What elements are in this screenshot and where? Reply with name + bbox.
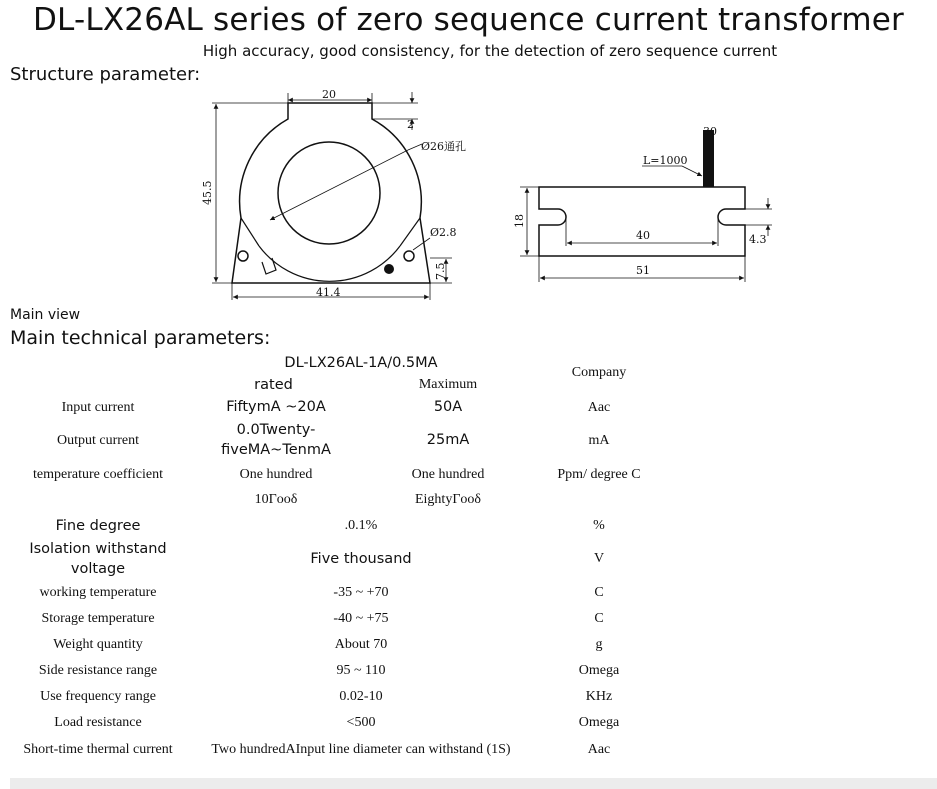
param-value: -40 ~ +75 — [333, 611, 389, 626]
dim-lead-mark: 30 — [703, 125, 717, 138]
param-value: -35 ~ +70 — [333, 585, 389, 600]
param-unit: Aac — [587, 742, 611, 757]
key-tab — [262, 258, 276, 274]
param-name-line1: Isolation withstand — [29, 541, 167, 557]
param-unit: mA — [588, 433, 610, 448]
dimension-drawing — [0, 0, 937, 310]
through-hole — [278, 142, 380, 244]
param-unit: C — [594, 585, 604, 600]
mount-hole-left — [238, 251, 248, 261]
rated-header: rated — [254, 377, 293, 393]
dim-mount-hole: Ø2.8 — [430, 226, 457, 239]
mount-hole-right — [404, 251, 414, 261]
side-view — [539, 187, 745, 256]
param-name: working temperature — [39, 585, 157, 600]
param-name: temperature coefficient — [33, 467, 163, 482]
dim-foot-height: 7.5 — [434, 262, 447, 280]
param-value: About 70 — [334, 637, 388, 652]
param-maximum: 25mA — [426, 432, 470, 448]
dim-hole-diameter: Ø26通孔 — [421, 140, 467, 153]
param-rated: FiftymA ~20A — [226, 399, 326, 415]
param-unit: g — [595, 637, 603, 652]
technical-heading: Main technical parameters: — [10, 327, 271, 349]
param-rated-line2: fiveMA~TenmA — [221, 442, 331, 458]
param-value: 0.02-10 — [339, 689, 383, 704]
param-maximum: 50A — [433, 399, 463, 415]
dim-length: 51 — [636, 264, 650, 277]
param-unit: Omega — [578, 663, 620, 678]
param-unit: Omega — [578, 715, 620, 730]
param-maximum: EightyΓooδ — [414, 492, 482, 507]
dim-side-height: 18 — [513, 214, 526, 228]
dim-lead-length: L=1000 — [643, 154, 688, 167]
housing-outline — [232, 103, 430, 283]
lead-wire — [703, 130, 714, 187]
side-body — [539, 187, 745, 256]
param-name: Storage temperature — [41, 611, 155, 626]
param-value: Two hundredAInput line diameter can withstand (1S) — [211, 742, 511, 757]
param-name: Output current — [56, 433, 140, 448]
dim-slot-span: 40 — [636, 229, 650, 242]
model-header: DL-LX26AL-1A/0.5MA — [284, 355, 438, 371]
param-unit: Ppm/ degree C — [557, 467, 641, 482]
param-name: Side resistance range — [38, 663, 158, 678]
page-bottom-divider — [10, 778, 937, 789]
param-name: Weight quantity — [53, 637, 143, 652]
param-name-line2: voltage — [70, 561, 126, 577]
param-name: Input current — [61, 400, 135, 415]
dim-slot-offset: 4.3 — [749, 233, 767, 246]
param-maximum: One hundred — [411, 467, 485, 482]
param-name: Fine degree — [55, 518, 141, 534]
param-unit: Aac — [587, 400, 611, 415]
param-value: 95 ~ 110 — [336, 663, 386, 678]
param-rated-line1: 0.0Twenty- — [236, 422, 316, 438]
dim-base-width: 41.4 — [316, 286, 341, 299]
inner-ring-arc — [259, 246, 400, 281]
param-value: .0.1% — [344, 518, 378, 533]
param-name: Load resistance — [54, 715, 142, 730]
dim-notch-depth: 2 — [407, 118, 414, 131]
param-unit: KHz — [585, 689, 613, 704]
param-unit: C — [594, 611, 604, 626]
page-title: DL-LX26AL series of zero sequence current transformer — [32, 2, 904, 38]
param-name: Use frequency range — [40, 689, 156, 704]
maximum-header: Maximum — [418, 377, 478, 392]
dim-height: 45.5 — [201, 180, 214, 205]
page-subtitle: High accuracy, good consistency, for the detection of zero sequence current — [202, 42, 778, 60]
company-header: Company — [571, 365, 627, 380]
param-value: <500 — [346, 715, 376, 730]
param-name: Short-time thermal current — [23, 742, 173, 757]
param-rated: 10Γooδ — [254, 492, 298, 507]
param-rated: One hundred — [239, 467, 313, 482]
structure-heading: Structure parameter: — [10, 64, 201, 85]
param-unit: % — [593, 518, 605, 533]
polarity-dot — [384, 264, 394, 274]
dim-top-width: 20 — [322, 88, 336, 101]
front-view — [232, 103, 430, 283]
main-view-label: Main view — [10, 307, 81, 323]
param-unit: V — [593, 551, 605, 566]
param-value: Five thousand — [310, 551, 412, 567]
